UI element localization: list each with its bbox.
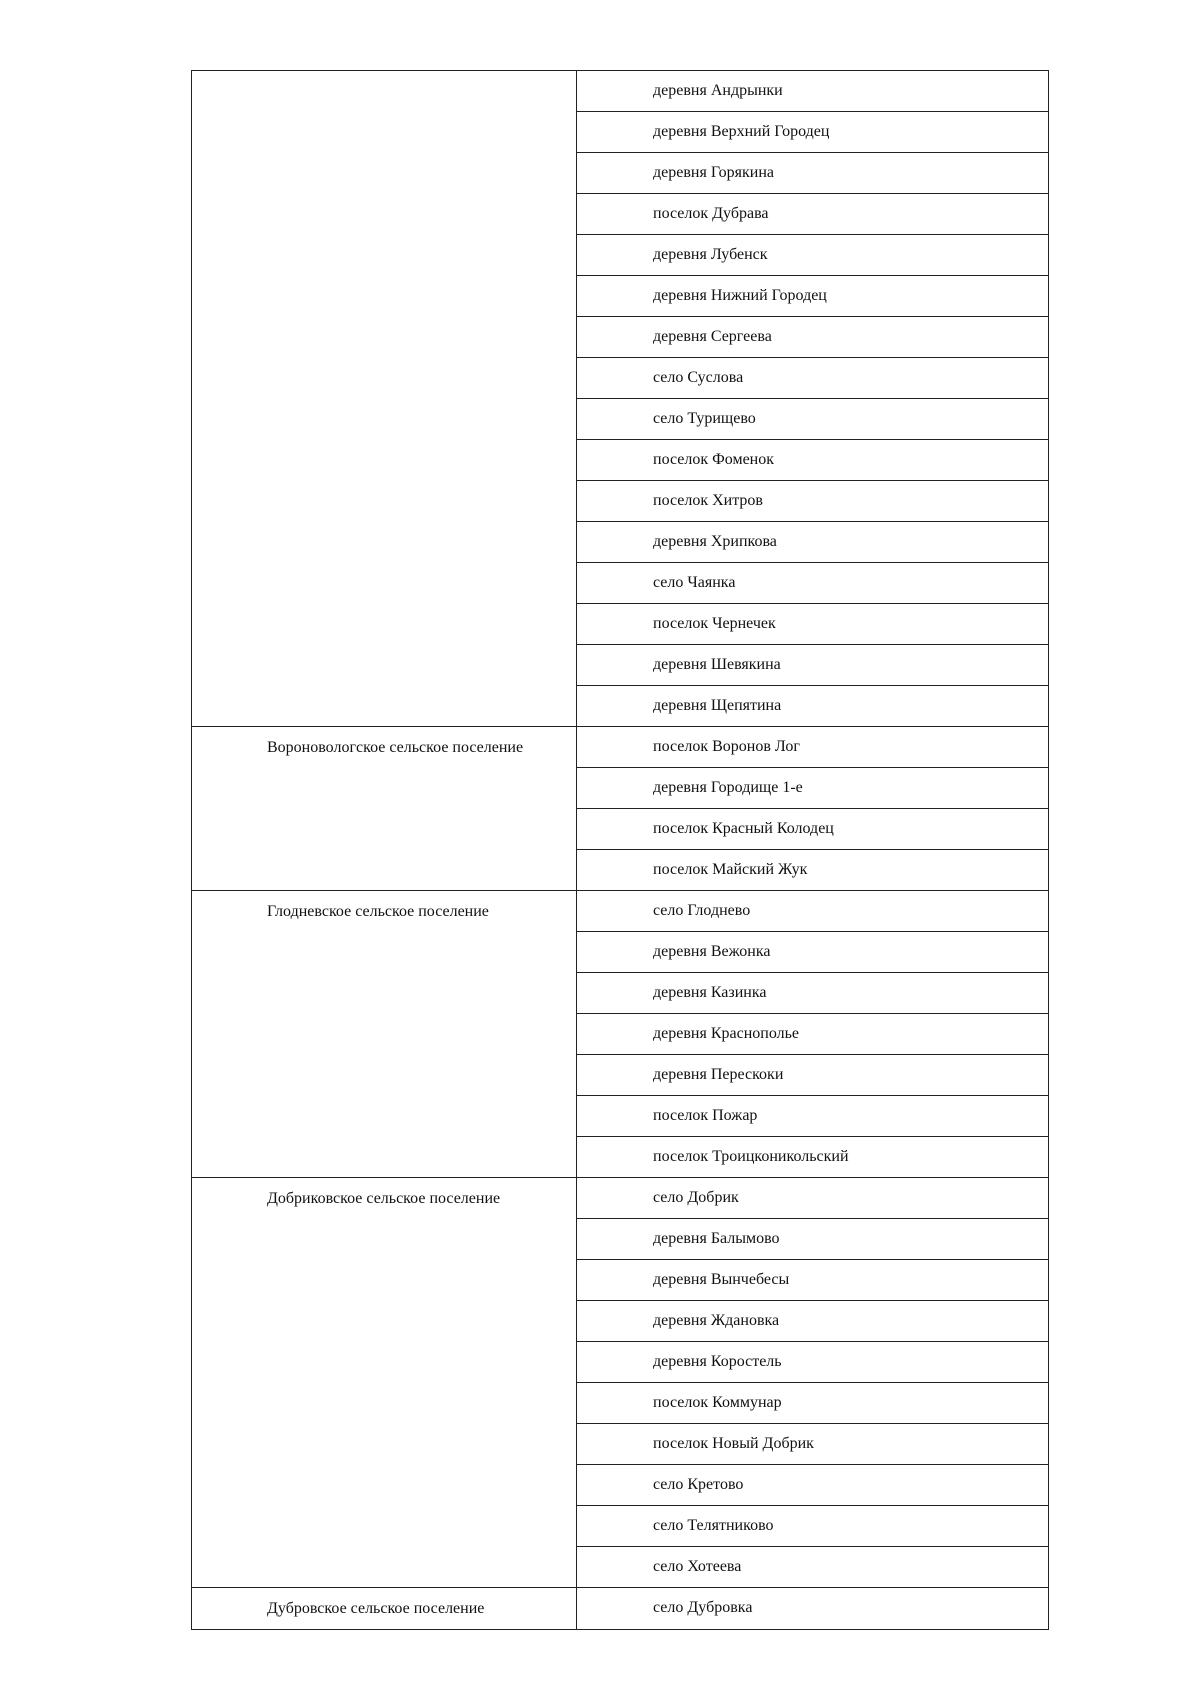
- table-row: село Телятниково: [577, 1506, 1048, 1547]
- table-row: деревня Щепятина: [653, 697, 782, 714]
- municipality-cell: Дубровское сельское поселение: [192, 1588, 577, 1629]
- settlements-column: [577, 1588, 1048, 1629]
- table-group: [192, 1588, 1048, 1630]
- table-row: деревня Перескоки: [577, 1055, 1048, 1096]
- table-row: поселок Хитров: [577, 481, 1048, 522]
- table-row: деревня Вежонка: [577, 932, 1048, 973]
- table-row: деревня Вынчебесы: [577, 1260, 1048, 1301]
- table-row: поселок Воронов Лог: [577, 727, 1048, 768]
- table-row: село Суслова: [577, 358, 1048, 399]
- table-row: деревня Верхний Городец: [577, 112, 1048, 153]
- table-row: село Турищево: [577, 399, 1048, 440]
- table-row: поселок Новый Добрик: [577, 1424, 1048, 1465]
- table-row: деревня Коростель: [577, 1342, 1048, 1383]
- settlements-table: [191, 70, 1049, 1630]
- table-group: [192, 891, 1048, 1178]
- table-row: деревня Горякина: [577, 153, 1048, 194]
- table-row: поселок Фоменок: [577, 440, 1048, 481]
- table-row: поселок Коммунар: [577, 1383, 1048, 1424]
- table-row: деревня Лубенск: [577, 235, 1048, 276]
- settlements-column: [577, 1178, 1048, 1587]
- table-row: деревня Ждановка: [577, 1301, 1048, 1342]
- table-row: село Кретово: [577, 1465, 1048, 1506]
- table-row: деревня Шевякина: [577, 645, 1048, 686]
- table-row: деревня Казинка: [577, 973, 1048, 1014]
- municipality-cell: Добриковское сельское поселение: [192, 1178, 577, 1587]
- table-row: поселок Майский Жук: [653, 861, 808, 878]
- municipality-cell: Вороновологское сельское поселение: [192, 727, 577, 890]
- table-row: село Хотеева: [653, 1558, 742, 1575]
- settlements-column: [577, 71, 1048, 726]
- settlements-column: [577, 727, 1048, 890]
- table-row: деревня Городище 1-е: [577, 768, 1048, 809]
- table-row: поселок Чернечек: [577, 604, 1048, 645]
- municipality-cell: [192, 71, 577, 726]
- municipality-cell: Глодневское сельское поселение: [192, 891, 577, 1177]
- table-row: село Добрик: [577, 1178, 1048, 1219]
- table-row: село Глоднево: [577, 891, 1048, 932]
- table-row: поселок Дубрава: [577, 194, 1048, 235]
- table-row: поселок Красный Колодец: [577, 809, 1048, 850]
- table-row: деревня Краснополье: [577, 1014, 1048, 1055]
- table-row: деревня Балымово: [577, 1219, 1048, 1260]
- table-row: село Дубровка: [653, 1599, 753, 1616]
- table-group: [192, 1178, 1048, 1588]
- table-group: [192, 71, 1048, 727]
- table-row: деревня Нижний Городец: [577, 276, 1048, 317]
- table-group: [192, 727, 1048, 891]
- table-row: село Чаянка: [577, 563, 1048, 604]
- table-row: поселок Пожар: [577, 1096, 1048, 1137]
- table-row: деревня Хрипкова: [577, 522, 1048, 563]
- table-row: деревня Сергеева: [577, 317, 1048, 358]
- table-row: поселок Троицконикольский: [653, 1148, 849, 1165]
- settlements-column: [577, 891, 1048, 1177]
- table-row: деревня Андрынки: [577, 71, 1048, 112]
